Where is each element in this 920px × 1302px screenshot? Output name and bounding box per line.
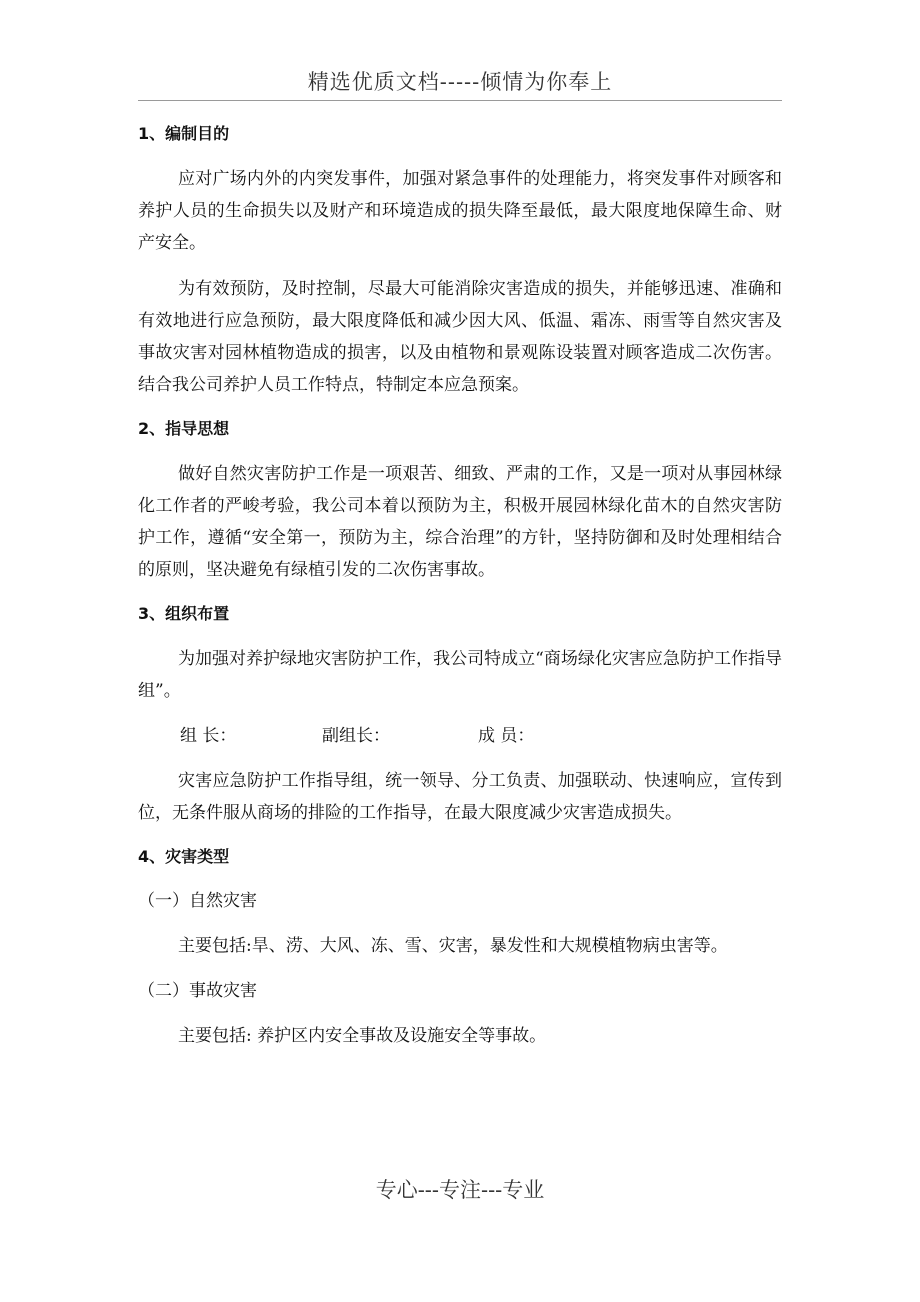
page-footer: 专心---专注---专业	[375, 1178, 545, 1202]
section-heading-disaster-types: 4、灾害类型	[138, 847, 230, 866]
page-header: 精选优质文档-----倾情为你奉上	[307, 70, 613, 94]
paragraph-guiding-principle: 做好自然灾害防护工作是一项艰苦、细致、严肃的工作，又是一项对从事园林绿化工作者的严峻考验，我公司本着以预防为主，积极开展园林绿化苗木的自然灾害防护工作，遵循“安全第一，预防为主，综合治理”的方针，坚持防御和及时处理相结合的原则，坚决避免有绿植引发的二次伤害事故。	[138, 464, 782, 580]
section-heading-guiding-principle: 2、指导思想	[138, 419, 230, 438]
paragraph-organization-1: 为加强对养护绿地灾害防护工作，我公司特成立“商场绿化灾害应急防护工作指导组”。	[138, 649, 782, 701]
role-deputy-label: 副组长：	[322, 726, 390, 746]
subheading-natural-disaster: （一）自然灾害	[138, 891, 257, 911]
paragraph-organization-2: 灾害应急防护工作指导组，统一领导、分工负责、加强联动、快速响应，宣传到位，无条件服从商场的排险的工作指导，在最大限度减少灾害造成损失。	[138, 771, 782, 823]
role-members-label: 成 员：	[478, 726, 535, 746]
role-leader-label: 组 长：	[180, 726, 237, 746]
document-body	[138, 120, 782, 1066]
section-heading-purpose: 1、编制目的	[138, 124, 230, 143]
header-divider	[138, 100, 782, 101]
paragraph-purpose-2: 为有效预防，及时控制，尽最大可能消除灾害造成的损失，并能够迅速、准确和有效地进行应急预防，最大限度降低和减少因大风、低温、霜冻、雨雪等自然灾害及事故灾害对园林植物造成的损害，以及由植物和景观陈设装置对顾客造成二次伤害。结合我公司养护人员工作特点，特制定本应急预案。	[138, 279, 782, 395]
paragraph-accident-disaster: 主要包括: 养护区内安全事故及设施安全等事故。	[178, 1026, 547, 1046]
paragraph-natural-disaster: 主要包括:旱、涝、大风、冻、雪、灾害，暴发性和大规模植物病虫害等。	[178, 936, 728, 956]
paragraph-purpose-1: 应对广场内外的内突发事件，加强对紧急事件的处理能力，将突发事件对顾客和养护人员的生命损失以及财产和环境造成的损失降至最低，最大限度地保障生命、财产安全。	[138, 169, 782, 253]
subheading-accident-disaster: （二）事故灾害	[138, 981, 257, 1001]
team-roles-row	[138, 721, 782, 751]
section-heading-organization: 3、组织布置	[138, 604, 230, 623]
